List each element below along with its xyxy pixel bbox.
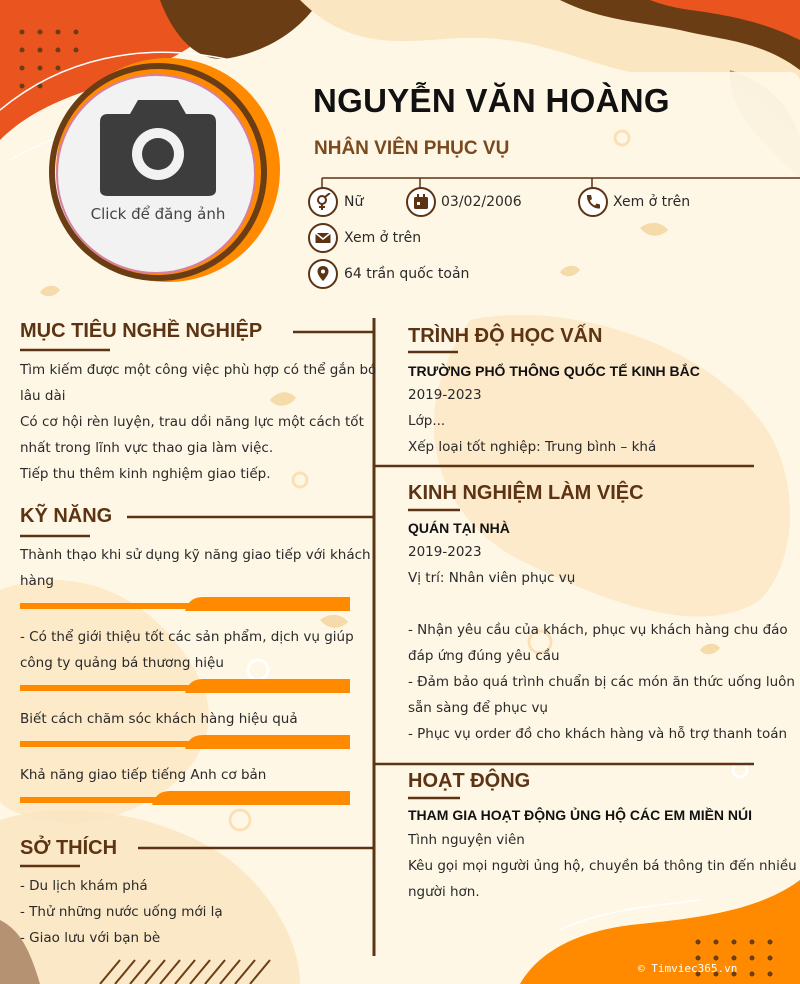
objective-line: Có cơ hội rèn luyện, trau dồi năng lực một cách tốt [20, 414, 364, 430]
location-icon [308, 259, 338, 289]
experience-line: đáp ứng đúng yêu cầu [408, 648, 560, 664]
school-name: TRƯỜNG PHỔ THÔNG QUỐC TẾ KINH BẮC [408, 363, 700, 379]
education-period: 2019-2023 [408, 387, 482, 403]
watermark: © Timviec365.vn [638, 962, 738, 975]
job-title: NHÂN VIÊN PHỤC VỤ [314, 138, 510, 159]
email-value: Xem ở trên [344, 230, 422, 246]
hobbies-heading: SỞ THÍCH [20, 837, 118, 859]
activities-heading: HOẠT ĐỘNG [408, 770, 531, 792]
objective-line: lâu dài [20, 388, 66, 404]
objective-line: Tìm kiếm được một công việc phù hợp có thể gắn bó [20, 362, 377, 378]
skill-level-bar [20, 679, 350, 693]
camera-icon [98, 94, 218, 198]
education-grade: Xếp loại tốt nghiệp: Trung bình – khá [408, 439, 657, 455]
skill-line: hàng [20, 573, 54, 589]
skill-line: Thành thạo khi sử dụng kỹ năng giao tiếp với khách [20, 547, 371, 563]
skill-level-bar [20, 791, 350, 805]
gender-value: Nữ [344, 194, 364, 210]
objective-line: nhất trong lĩnh vực thao gia làm việc. [20, 440, 274, 456]
experience-period: 2019-2023 [408, 544, 482, 560]
skill-line: - Có thể giới thiệu tốt các sản phẩm, dịch vụ giúp [20, 629, 354, 645]
skill-line: công ty quảng bá thương hiệu [20, 655, 224, 671]
experience-line: - Đảm bảo quá trình chuẩn bị các món ăn thức uống luôn [408, 674, 795, 690]
full-name: NGUYỄN VĂN HOÀNG [313, 82, 670, 119]
photo-upload-label[interactable]: Click để đăng ảnh [90, 205, 226, 223]
email-icon [308, 223, 338, 253]
activity-line: người hơn. [408, 884, 480, 900]
experience-heading: KINH NGHIỆM LÀM VIỆC [408, 482, 644, 504]
activity-role: Tình nguyện viên [408, 832, 525, 848]
activity-name: THAM GIA HOẠT ĐỘNG ỦNG HỘ CÁC EM MIỀN NÚI [408, 807, 753, 823]
calendar-icon [406, 187, 436, 217]
hobby-item: - Du lịch khám phá [20, 878, 148, 894]
hobby-item: - Thử những nước uống mới lạ [20, 904, 223, 920]
birthday-value: 03/02/2006 [441, 194, 522, 210]
education-class: Lớp... [408, 413, 446, 429]
experience-position: Vị trí: Nhân viên phục vụ [408, 570, 576, 586]
objective-line: Tiếp thu thêm kinh nghiệm giao tiếp. [20, 466, 271, 482]
skill-level-bar [20, 735, 350, 749]
experience-line: - Phục vụ order đồ cho khách hàng và hỗ trợ thanh toán [408, 726, 788, 742]
company-name: QUÁN TẠI NHÀ [408, 520, 510, 536]
activity-line: Kêu gọi mọi người ủng hộ, chuyền bá thông tin đến nhiều [408, 858, 797, 874]
experience-line: sẵn sàng để phục vụ [408, 700, 548, 716]
phone-value: Xem ở trên [613, 194, 691, 210]
skill-line: Khả năng giao tiếp tiếng Anh cơ bản [20, 767, 267, 783]
hobby-item: - Giao lưu với bạn bè [20, 930, 161, 946]
education-heading: TRÌNH ĐỘ HỌC VẤN [408, 325, 603, 347]
phone-icon [578, 187, 608, 217]
skill-level-bar [20, 597, 350, 611]
experience-line: - Nhận yêu cầu của khách, phục vụ khách hàng chu đáo [408, 622, 788, 638]
objective-heading: MỤC TIÊU NGHỀ NGHIỆP [20, 320, 263, 342]
skills-heading: KỸ NĂNG [20, 505, 113, 527]
gender-icon [308, 187, 338, 217]
skill-line: Biết cách chăm sóc khách hàng hiệu quả [20, 711, 298, 727]
address-value: 64 trần quốc toản [344, 266, 470, 282]
